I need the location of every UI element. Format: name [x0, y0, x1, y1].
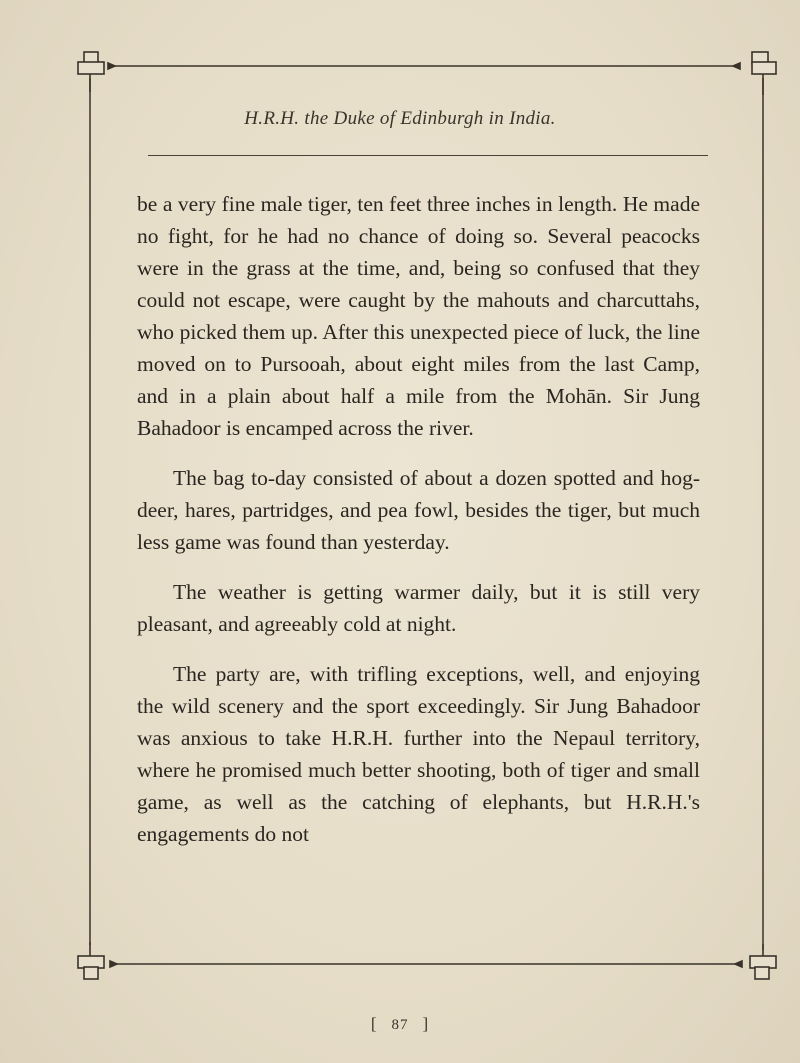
- corner-ornament-top-left: [78, 52, 115, 92]
- header-rule: [148, 155, 708, 156]
- paragraph: The bag to-day consisted of about a dozen spotted and hog-deer, hares, partridges, and pea fowl, besides the tiger, but much less game was found than yesterday.: [137, 466, 700, 554]
- folio-bracket-open: [: [370, 1014, 378, 1033]
- corner-ornament-bottom-right: [735, 944, 776, 979]
- paragraph: The party are, with trifling exceptions, well, and enjoying the wild scenery and the sport exceedingly. Sir Jung Bahadoor was anxious to take H.R.H. further into the Nepaul territory, where he promised much better shooting, both of tiger and small game, as well as the catching of elephants, but H.R.H.'s engagements do not: [137, 662, 700, 846]
- paragraph: The weather is getting warmer daily, but it is still very pleasant, and agreeably cold at night.: [137, 580, 700, 636]
- page-number: 87: [391, 1017, 409, 1033]
- corner-ornament-top-right: [733, 52, 776, 95]
- running-title: H.R.H. the Duke of Edinburgh in India.: [244, 108, 556, 129]
- page-folio: [0, 1014, 800, 1034]
- corner-ornament-bottom-left: [78, 942, 117, 979]
- folio-bracket-close: ]: [422, 1014, 430, 1033]
- body-text: [137, 188, 700, 850]
- paragraph: be a very fine male tiger, ten feet three inches in length. He made no fight, for he had no chance of doing so. Several peacocks were in the grass at the time, and, being so confused that they could not escape, were caught by the mahouts and charcuttahs, who picked them up. After this unexpected piece of luck, the line moved on to Pursooah, about eight miles from the last Camp, and in a plain about half a mile from the Mohān. Sir Jung Bahadoor is encamped across the river.: [137, 192, 700, 440]
